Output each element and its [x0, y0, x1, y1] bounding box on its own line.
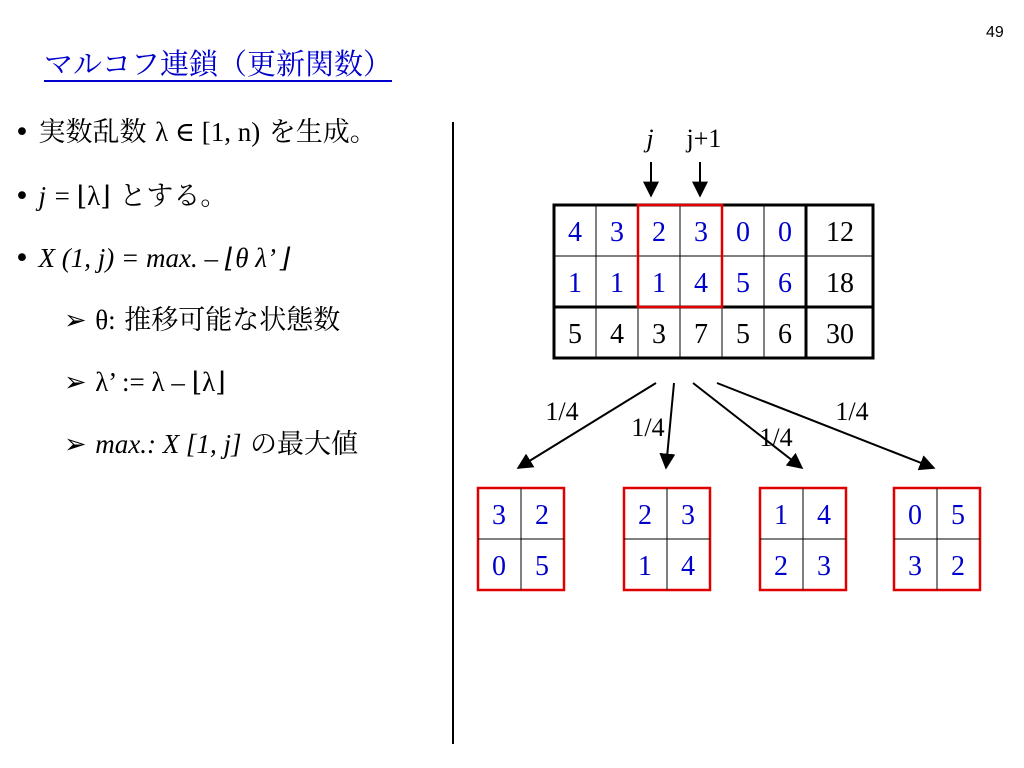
math-max: max.: X [1, j]	[95, 429, 242, 459]
result-table-cell: 5	[951, 500, 965, 531]
main-table-cell: 5	[568, 319, 582, 350]
math-update-formula: X (1, j) = max. – ⌊θ λ’ ⌋	[38, 243, 291, 273]
main-table-cell: 30	[826, 319, 854, 350]
result-table-2	[624, 488, 710, 590]
math-theta: θ:	[95, 305, 116, 335]
main-table-cell: 3	[652, 319, 666, 350]
main-table-cell: 7	[694, 319, 708, 350]
result-table-3	[760, 488, 846, 590]
main-table-cell: 3	[694, 217, 708, 248]
main-table-cell: 18	[826, 268, 854, 299]
result-table-1	[478, 488, 564, 590]
probability-label: 1/4	[545, 397, 579, 426]
main-table-cell: 3	[610, 217, 624, 248]
main-table-cell: 0	[736, 217, 750, 248]
result-table-cell: 3	[908, 551, 922, 582]
main-table-cell: 1	[652, 268, 666, 299]
result-table-cell: 5	[535, 551, 549, 582]
subbullet-text: の最大値	[250, 429, 359, 460]
subbullet-marker: ➢	[64, 429, 87, 460]
math-floor-lambda: = ⌊λ⌋	[54, 181, 111, 211]
main-table-cell: 0	[778, 217, 792, 248]
main-table-cell: 1	[568, 268, 582, 299]
subbullet-text: 推移可能な状態数	[124, 305, 341, 336]
label-j: j	[646, 124, 654, 153]
result-table-cell: 2	[951, 551, 965, 582]
main-table-cell: 1	[610, 268, 624, 299]
bullet-marker: •	[14, 181, 30, 212]
result-table-cell: 3	[681, 500, 695, 531]
result-table-cell: 2	[638, 500, 652, 531]
result-table-cell: 4	[681, 551, 695, 582]
transition-arrow-4	[717, 383, 934, 468]
subbullet-marker: ➢	[64, 305, 87, 336]
result-table-cell: 1	[774, 500, 788, 531]
subbullet-marker: ➢	[64, 367, 87, 398]
main-table-cell: 4	[568, 217, 582, 248]
main-table-cell: 4	[694, 268, 708, 299]
main-table-cell: 4	[610, 319, 624, 350]
main-table-cell: 5	[736, 319, 750, 350]
label-j-plus-1: j+1	[686, 124, 722, 153]
math-var-j: j	[38, 181, 47, 211]
math-lambda-prime: λ’ := λ – ⌊λ⌋	[95, 367, 226, 397]
probability-label: 1/4	[835, 397, 869, 426]
main-table-cell: 12	[826, 217, 854, 248]
result-table-cell: 0	[908, 500, 922, 531]
math-lambda-range: λ ∈ [1, n)	[155, 117, 261, 147]
result-table-cell: 3	[817, 551, 831, 582]
result-table-cell: 4	[817, 500, 831, 531]
main-table-cell: 5	[736, 268, 750, 299]
result-table-4	[894, 488, 980, 590]
main-table-cell: 6	[778, 268, 792, 299]
probability-label: 1/4	[631, 413, 665, 442]
page-number: 49	[986, 24, 1004, 41]
result-table-cell: 2	[774, 551, 788, 582]
slide-title: マルコフ連鎖（更新関数）	[44, 47, 393, 81]
bullet-suffix: とする。	[119, 181, 228, 212]
transition-arrow-2	[666, 383, 674, 468]
result-table-cell: 0	[492, 551, 506, 582]
result-table-cell: 2	[535, 500, 549, 531]
bullet-marker: •	[14, 243, 30, 274]
bullet-marker: •	[14, 117, 30, 148]
main-table-cell: 6	[778, 319, 792, 350]
bullet-suffix: を生成。	[268, 117, 377, 148]
result-table-cell: 1	[638, 551, 652, 582]
probability-label: 1/4	[759, 423, 793, 452]
main-table-cell: 2	[652, 217, 666, 248]
result-table-cell: 3	[492, 500, 506, 531]
bullet-text: 実数乱数	[38, 117, 147, 148]
